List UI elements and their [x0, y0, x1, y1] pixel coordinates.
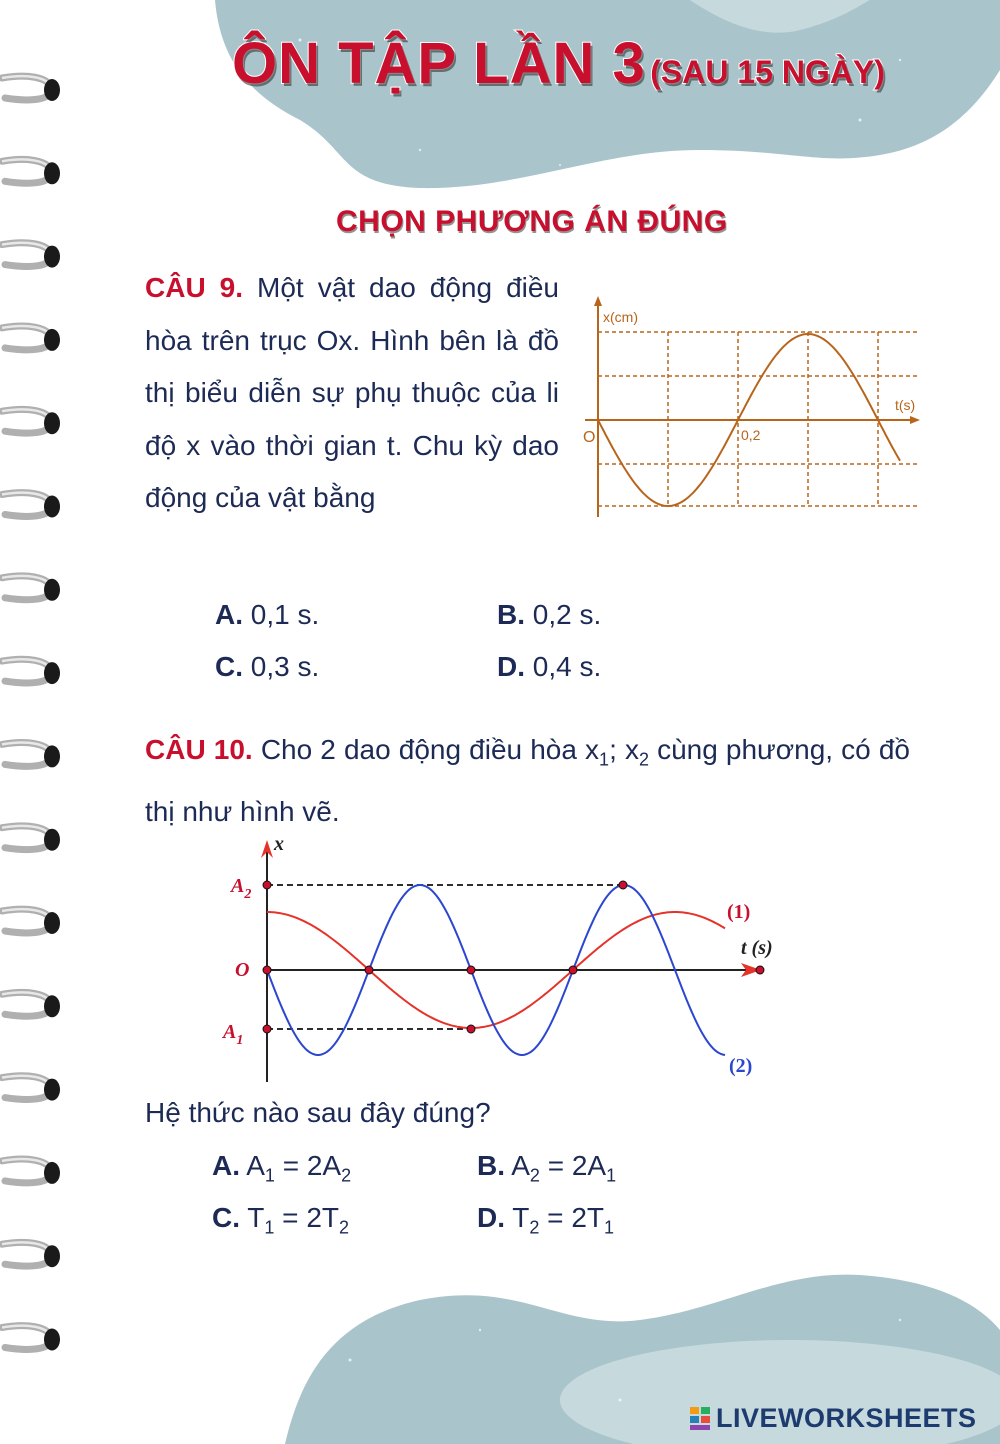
- q10-a1-label: $A_1$: [223, 1021, 244, 1048]
- q9-x-label: t(s): [895, 397, 916, 413]
- question-9-number: CÂU 9.: [145, 272, 244, 303]
- question-10: CÂU 10. Cho 2 dao động điều hòa $x_1$; $x_2$ cùng phương, có đồ thị như hình vẽ.: [145, 734, 910, 828]
- spiral-ring: [2, 826, 60, 851]
- question-9-text: Một vật dao động điều hòa trên trục Ox. Hình bên là đồ thị biểu diễn sự phụ thuộc của li độ x vào thời gian t. Chu kỳ dao động của vật bằng: [145, 272, 560, 513]
- question-10-prompt: Hệ thức nào sau đây đúng?: [145, 1097, 491, 1128]
- q9-option-c[interactable]: C. 0,3 s.: [215, 651, 320, 682]
- q9-origin-label: O: [583, 429, 596, 446]
- liveworksheets-logo-icon: [690, 1405, 712, 1431]
- spiral-ring: [2, 409, 60, 434]
- spiral-ring: [2, 493, 60, 518]
- page-title: [232, 30, 885, 97]
- spiral-ring: [2, 1076, 60, 1101]
- q9-y-label: x(cm): [603, 309, 638, 325]
- spiral-ring: [2, 1159, 60, 1184]
- q10-y-label: x: [274, 833, 284, 855]
- title-main: ÔN TẬP LẦN 3: [232, 31, 646, 96]
- spiral-ring: [2, 576, 60, 601]
- q9-option-a[interactable]: A. 0,1 s.: [215, 599, 320, 630]
- spiral-ring: [2, 243, 60, 268]
- spiral-ring: [2, 909, 60, 934]
- spiral-ring: [2, 326, 60, 351]
- q10-x-label: t (s): [741, 937, 773, 959]
- q10-a2-label: $A_2$: [231, 875, 252, 902]
- q9-option-d[interactable]: D. 0,4 s.: [497, 651, 602, 682]
- spiral-binding: [0, 0, 80, 1444]
- curve-1-label: (1): [727, 901, 751, 923]
- q10-option-d[interactable]: D. $T_2 = 2T_1$: [477, 1202, 615, 1238]
- title-suffix: (SAU 15 NGÀY): [650, 54, 885, 90]
- question-9-graph: [575, 292, 925, 527]
- spiral-ring: [2, 659, 60, 684]
- spiral-ring: [2, 743, 60, 768]
- spiral-ring: [2, 992, 60, 1017]
- q10-option-c[interactable]: C. $T_1 = 2T_2$: [212, 1202, 350, 1238]
- brand-name[interactable]: LIVEWORKSHEETS: [716, 1403, 977, 1433]
- spiral-ring: [2, 76, 60, 101]
- spiral-ring: [2, 1242, 60, 1267]
- q10-origin-label: O: [235, 959, 250, 981]
- q10-option-b[interactable]: B. $A_2 = 2A_1$: [477, 1150, 617, 1186]
- q10-option-a[interactable]: A. $A_1 = 2A_2$: [212, 1150, 352, 1186]
- section-subtitle: CHỌN PHƯƠNG ÁN ĐÚNG: [336, 205, 728, 238]
- question-9: [145, 262, 559, 525]
- question-10-number: CÂU 10.: [145, 734, 253, 765]
- question-10-graph: [215, 830, 795, 1095]
- spiral-ring: [2, 159, 60, 184]
- q9-tick-label: 0,2: [741, 427, 761, 443]
- curve-2-label: (2): [729, 1055, 753, 1077]
- q9-option-b[interactable]: B. 0,2 s.: [497, 599, 602, 630]
- spiral-ring: [2, 1326, 60, 1351]
